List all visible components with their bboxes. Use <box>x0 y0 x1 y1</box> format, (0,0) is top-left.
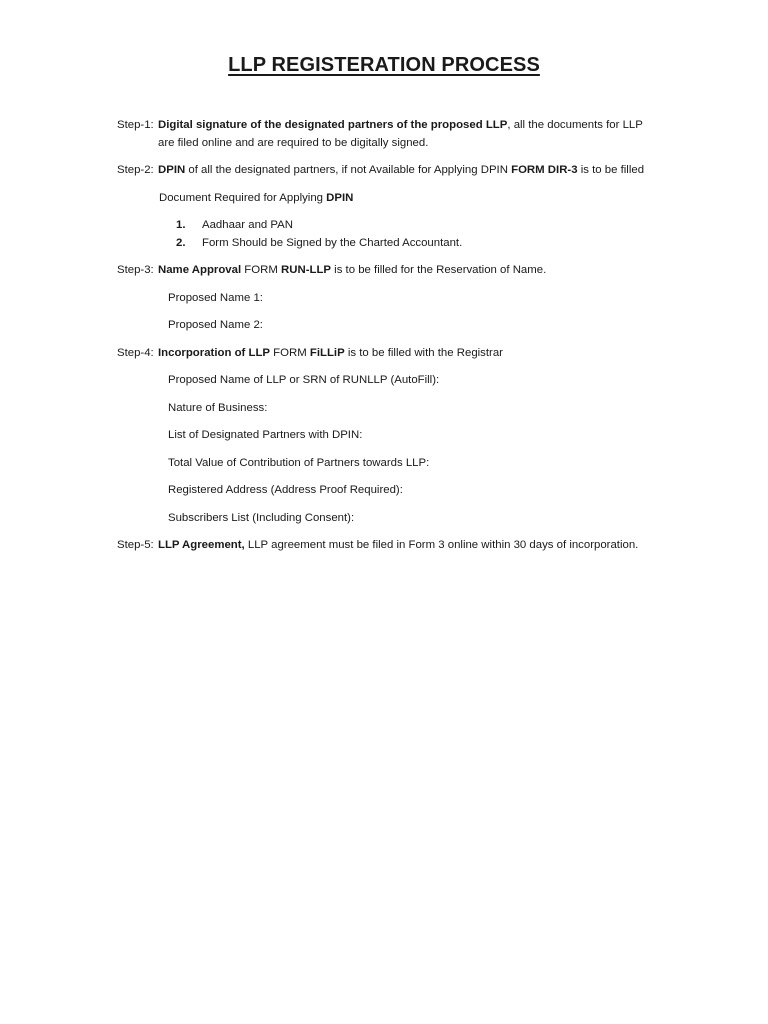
list-item-number: 1. <box>176 219 186 231</box>
step-4-form: FiLLiP <box>309 346 345 359</box>
step-1-number: Step-1: <box>117 119 154 131</box>
step-5-number: Step-5: <box>117 539 154 551</box>
step-2-heading: DPIN <box>158 164 186 176</box>
proposed-name-1-field: Proposed Name 1: <box>168 291 263 304</box>
step-3-text-end: is to be filled for the Reservation of Name. <box>331 264 547 276</box>
registered-address-field: Registered Address (Address Proof Required): <box>168 484 403 496</box>
step-4-text-end: is to be filled with the Registrar <box>344 346 503 359</box>
step-4-text: FORM <box>270 346 310 359</box>
document-title: LLP REGISTERATION PROCESS <box>228 54 540 76</box>
step-4-heading: Incorporation of LLP <box>158 346 270 359</box>
step-2-form: FORM DIR-3 <box>511 164 578 176</box>
step-5-text: LLP agreement must be filed in Form 3 online within 30 days of incorporation. <box>244 539 639 551</box>
step-2-text: of all the designated partners, if not Available for Applying DPIN <box>185 164 512 176</box>
list-item-number: 2. <box>176 236 186 249</box>
nature-of-business-field: Nature of Business: <box>168 401 268 414</box>
dpin-doc-list <box>176 217 657 252</box>
step-5 <box>117 537 657 555</box>
step-1-text: , all the documents for LLP are filed online and are required to be digitally signed. <box>158 119 643 149</box>
llp-name-field: Proposed Name of LLP or SRN of RUNLLP (AutoFill): <box>168 374 440 386</box>
dpin-doc-required <box>159 190 657 208</box>
step-3-heading: Name Approval <box>158 264 242 276</box>
dpin-doc-bold: DPIN <box>326 191 354 204</box>
step-3-form: RUN-LLP <box>281 264 331 276</box>
step-5-heading: LLP Agreement, <box>158 539 245 551</box>
designated-partners-field: List of Designated Partners with DPIN: <box>168 429 363 441</box>
step-2-text-end: is to be filled <box>577 164 645 176</box>
step-3 <box>117 262 657 280</box>
list-item-text: Form Should be Signed by the Charted Accountant. <box>202 236 463 249</box>
subscribers-list-field: Subscribers List (Including Consent): <box>168 511 355 524</box>
document-body <box>117 117 657 555</box>
list-item <box>176 217 657 235</box>
step-3-number: Step-3: <box>117 264 154 276</box>
list-item <box>176 235 657 253</box>
list-item-text: Aadhaar and PAN <box>202 219 293 231</box>
step-2-number: Step-2: <box>117 164 154 176</box>
step-1-heading: Digital signature of the designated partners of the proposed LLP <box>158 119 508 131</box>
step-4-number: Step-4: <box>117 346 154 359</box>
proposed-name-2-field: Proposed Name 2: <box>168 319 263 331</box>
contribution-field: Total Value of Contribution of Partners towards LLP: <box>168 456 430 469</box>
step-2 <box>117 162 657 180</box>
step-3-text: FORM <box>241 264 282 276</box>
step-4 <box>117 345 657 363</box>
dpin-doc-label: Document Required for Applying <box>159 191 327 204</box>
step-1 <box>117 117 657 152</box>
